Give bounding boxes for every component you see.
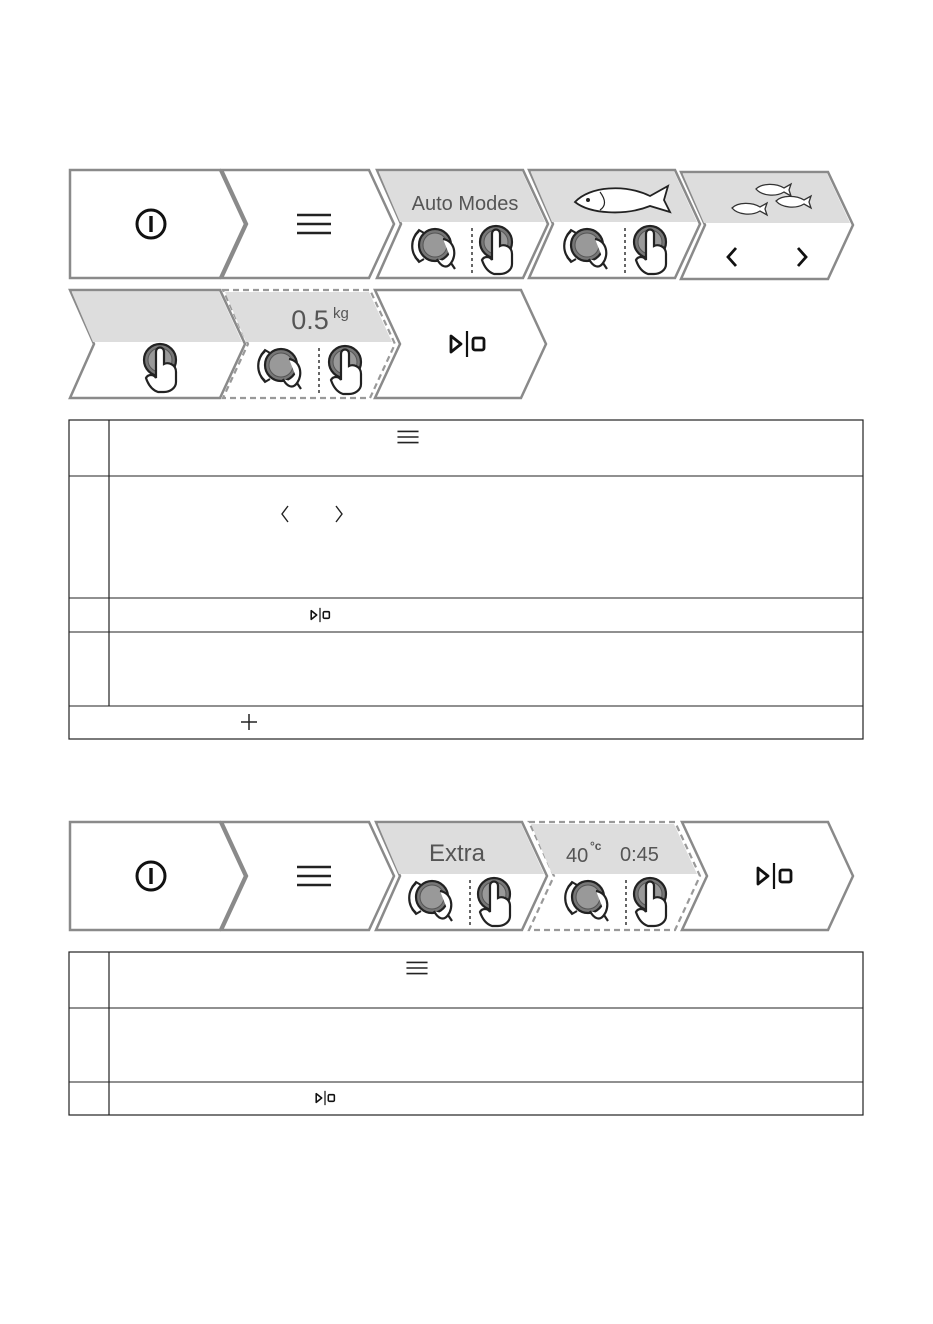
step-weight [223, 290, 395, 398]
auto-modes-label: Auto Modes [411, 193, 519, 215]
step-power-1 [70, 170, 245, 278]
press-knob-icon [144, 344, 176, 392]
temperature-unit: °c [590, 839, 602, 853]
temperature-value: 40 [566, 845, 589, 867]
step-confirm [70, 290, 245, 398]
step-fish-selection [681, 172, 853, 279]
weight-unit: kg [333, 305, 349, 322]
press-knob-icon [634, 878, 666, 926]
press-knob-icon [634, 226, 666, 274]
step-start-2 [682, 822, 853, 930]
step-start-1 [375, 290, 546, 398]
press-knob-icon [480, 226, 512, 274]
step-fish [529, 170, 700, 278]
press-knob-icon [478, 878, 510, 926]
step-temp-time [529, 822, 700, 930]
step-auto-modes [377, 170, 548, 278]
step-extra [376, 822, 547, 930]
extra-label: Extra [428, 840, 486, 867]
step-power-2 [70, 822, 245, 930]
press-knob-icon [329, 346, 361, 394]
instruction-table-2 [69, 952, 863, 1115]
weight-value: 0.5 [291, 305, 329, 335]
step-menu-2 [222, 822, 394, 930]
time-value: 0:45 [620, 844, 659, 866]
step-menu-1 [222, 170, 394, 278]
instruction-table-1 [69, 420, 863, 739]
